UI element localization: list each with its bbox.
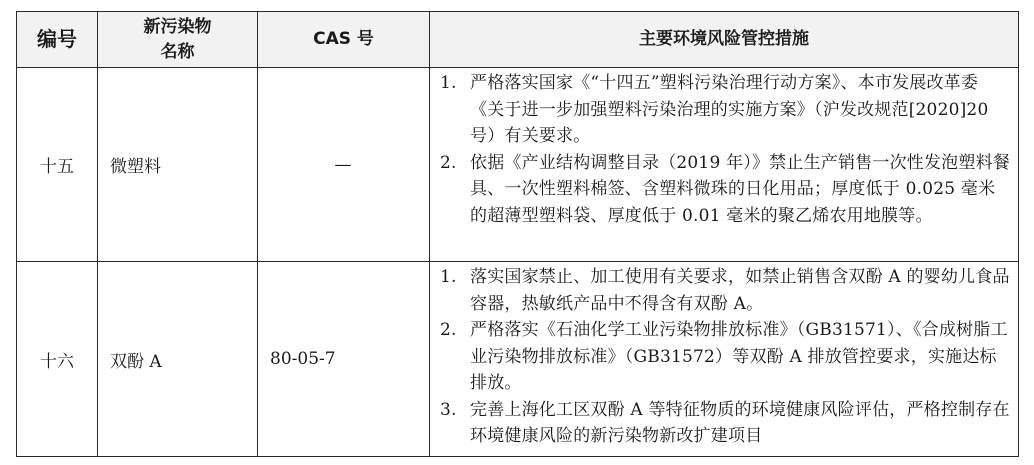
measure-text: 完善上海化工区双酚 A 等特征物质的环境健康风险评估，严格控制存在环境健康风险的新污染物新改扩建项目 [470, 399, 1010, 446]
pollutant-name: 双酚 A [98, 262, 258, 457]
header-row [17, 12, 1019, 68]
header-name-line1: 新污染物 [143, 16, 212, 37]
measures-list [438, 264, 1010, 450]
measure-item [438, 264, 1010, 317]
measure-number: 3. [440, 399, 457, 420]
measure-number: 1. [440, 73, 457, 93]
header-name-line2: 名称 [160, 41, 195, 62]
measure-number: 2. [440, 152, 457, 173]
measure-item [438, 70, 1010, 150]
cas-number: 80-05-7 [258, 262, 430, 457]
measure-number: 1. [440, 267, 457, 287]
header-measures: 主要环境风险管控措施 [430, 12, 1019, 68]
measures-cell [430, 262, 1019, 457]
row-number: 十五 [17, 68, 98, 262]
measures-list [438, 70, 1010, 229]
header-number: 编号 [17, 12, 98, 68]
row-number: 十六 [17, 262, 98, 457]
measure-text: 依据《产业结构调整目录（2019 年）》禁止生产销售一次性发泡塑料餐具、一次性塑料棉签、含塑料微珠的日化用品；厚度低于 0.025 毫米的超薄型塑料袋、厚度低于 0.01 毫米的聚乙烯农用地膜等。 [470, 152, 1010, 226]
measure-text: 严格落实《石油化学工业污染物排放标准》（GB31571）、《合成树脂工业污染物排放标准》（GB31572）等双酚 A 排放管控要求，实施达标排放。 [470, 320, 1008, 393]
measure-item [438, 397, 1010, 450]
table-row [17, 68, 1019, 262]
measure-item [438, 150, 1010, 230]
measures-cell [430, 68, 1019, 262]
table-row [17, 262, 1019, 457]
header-cas: CAS 号 [258, 12, 430, 68]
header-pollutant-name [98, 12, 258, 68]
measure-item [438, 317, 1010, 397]
cas-number: — [258, 68, 430, 262]
measure-text: 严格落实国家《“十四五”塑料污染治理行动方案》、本市发展改革委《关于进一步加强塑料污染治理的实施方案》（沪发改规范[2020]20 号）有关要求。 [470, 73, 989, 146]
measure-number: 2. [440, 320, 457, 340]
pollutant-name: 微塑料 [98, 68, 258, 262]
measure-text: 落实国家禁止、加工使用有关要求，如禁止销售含双酚 A 的婴幼儿食品容器，热敏纸产品中不得含有双酚 A。 [470, 267, 1010, 314]
pollutant-control-table [16, 11, 1019, 457]
